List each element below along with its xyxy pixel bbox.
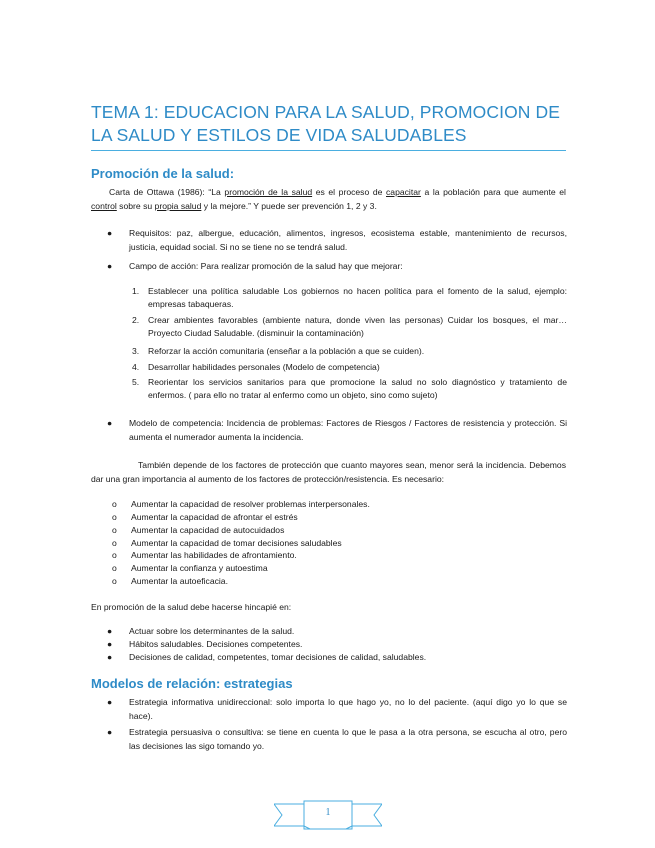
list-item-text: Decisiones de calidad, competentes, tomar decisiones de calidad, saludables.: [129, 652, 427, 662]
list-item-text: Estrategia informativa unidireccional: solo importa lo que hago yo, no lo del paciente. (aquí digo yo lo que se hace).: [129, 697, 567, 721]
bullet-icon: ●: [107, 418, 113, 428]
list-item-text: Requisitos: paz, albergue, educación, alimentos, ingresos, ecosistema estable, mantenimiento de recursos, justicia, equidad social. Si no se tiene no se tendrá salud.: [129, 228, 567, 252]
numbered-item-text: Establecer una política saludable Los gobiernos no hacen política para el fomento de la salud, ejemplo: empresas tabaqueras.: [148, 286, 567, 309]
circle-bullet-icon: o: [112, 538, 117, 548]
title-underline: [91, 150, 566, 151]
intro-underlined-control: control: [91, 201, 117, 211]
intro-underlined-propia-salud: propia salud: [154, 201, 202, 211]
bullet-icon: ●: [107, 697, 113, 707]
list-item-text: Aumentar la capacidad de autocuidados: [131, 525, 285, 535]
list-item-text: Estrategia persuasiva o consultiva: se tiene en cuenta lo que le pasa a la otra persona, se escucha al otro, pero las decisiones las sigo tomando yo.: [129, 727, 567, 751]
item-number: 2.: [132, 315, 140, 325]
bullet-icon: ●: [107, 727, 113, 737]
intro-underlined-capacitar: capacitar: [386, 187, 421, 197]
list-item-text: Campo de acción: Para realizar promoción de la salud hay que mejorar:: [129, 261, 403, 271]
circle-bullet-icon: o: [112, 576, 117, 586]
circle-bullet-icon: o: [112, 550, 117, 560]
page-number: 1: [325, 807, 331, 818]
intro-text-1: Carta de Ottawa (1986): “La: [109, 187, 225, 197]
item-number: 4.: [132, 362, 140, 372]
list-item-text: Aumentar la autoeficacia.: [131, 576, 228, 586]
section-heading-modelos: Modelos de relación: estrategias: [91, 676, 293, 691]
numbered-item-text: Reforzar la acción comunitaria (enseñar a la población a que se cuiden).: [148, 346, 425, 356]
intro-text-2: es el proceso de: [312, 187, 386, 197]
item-number: 1.: [132, 286, 140, 296]
factors-paragraph: También depende de los factores de protección que cuanto mayores sean, menor será la incidencia. Debemos dar una gran importancia al aumento de los factores de protección/resistencia. Es necesario:: [91, 460, 566, 484]
circle-bullet-icon: o: [112, 525, 117, 535]
bullet-icon: ●: [107, 626, 113, 636]
page-title: TEMA 1: EDUCACION PARA LA SALUD, PROMOCION DE LA SALUD Y ESTILOS DE VIDA SALUDABLES: [91, 102, 561, 145]
list-item-text: Aumentar la capacidad de resolver problemas interpersonales.: [131, 499, 370, 509]
numbered-item-text: Crear ambientes favorables (ambiente natura, donde viven las personas) Cuidar los bosques, el mar… Proyecto Ciudad Saludable. (disminuir la contaminación): [148, 315, 567, 338]
intro-text-5: y la mejore.” Y puede ser prevención 1, 2 y 3.: [201, 201, 377, 211]
list-item-text: Aumentar la capacidad de tomar decisiones saludables: [131, 538, 342, 548]
item-number: 3.: [132, 346, 140, 356]
list-item-text: Hábitos saludables. Decisiones competentes.: [129, 639, 303, 649]
numbered-item-text: Reorientar los servicios sanitarios para que promocione la salud no solo diagnóstico y tratamiento de enfermos. ( para ello no tratar al enfermo como un objeto, sino como sujeto): [148, 377, 567, 400]
list-item-text: Modelo de competencia: Incidencia de problemas: Factores de Riesgos / Factores de resistencia y protección. Si aumenta el numerador aumenta la incidencia.: [129, 418, 567, 442]
bullet-icon: ●: [107, 228, 113, 238]
list-item-text: Aumentar la capacidad de afrontar el estrés: [131, 512, 298, 522]
hincapie-paragraph: En promoción de la salud debe hacerse hincapié en:: [91, 602, 292, 612]
bullet-icon: ●: [107, 639, 113, 649]
circle-bullet-icon: o: [112, 512, 117, 522]
circle-bullet-icon: o: [112, 563, 117, 573]
list-item-text: Aumentar las habilidades de afrontamiento.: [131, 550, 297, 560]
list-item-text: Actuar sobre los determinantes de la salud.: [129, 626, 295, 636]
bullet-icon: ●: [107, 261, 113, 271]
intro-paragraph: [91, 185, 566, 213]
section-heading-promocion: Promoción de la salud:: [91, 166, 235, 181]
numbered-item-text: Desarrollar habilidades personales (Modelo de competencia): [148, 362, 380, 372]
circle-bullet-icon: o: [112, 499, 117, 509]
intro-text-4: sobre su: [116, 201, 155, 211]
intro-underlined-promocion: promoción de la salud: [224, 187, 313, 197]
item-number: 5.: [132, 377, 140, 387]
bullet-icon: ●: [107, 652, 113, 662]
list-item-text: Aumentar la confianza y autoestima: [131, 563, 268, 573]
intro-text-3: a la población para que aumente el: [420, 187, 566, 197]
